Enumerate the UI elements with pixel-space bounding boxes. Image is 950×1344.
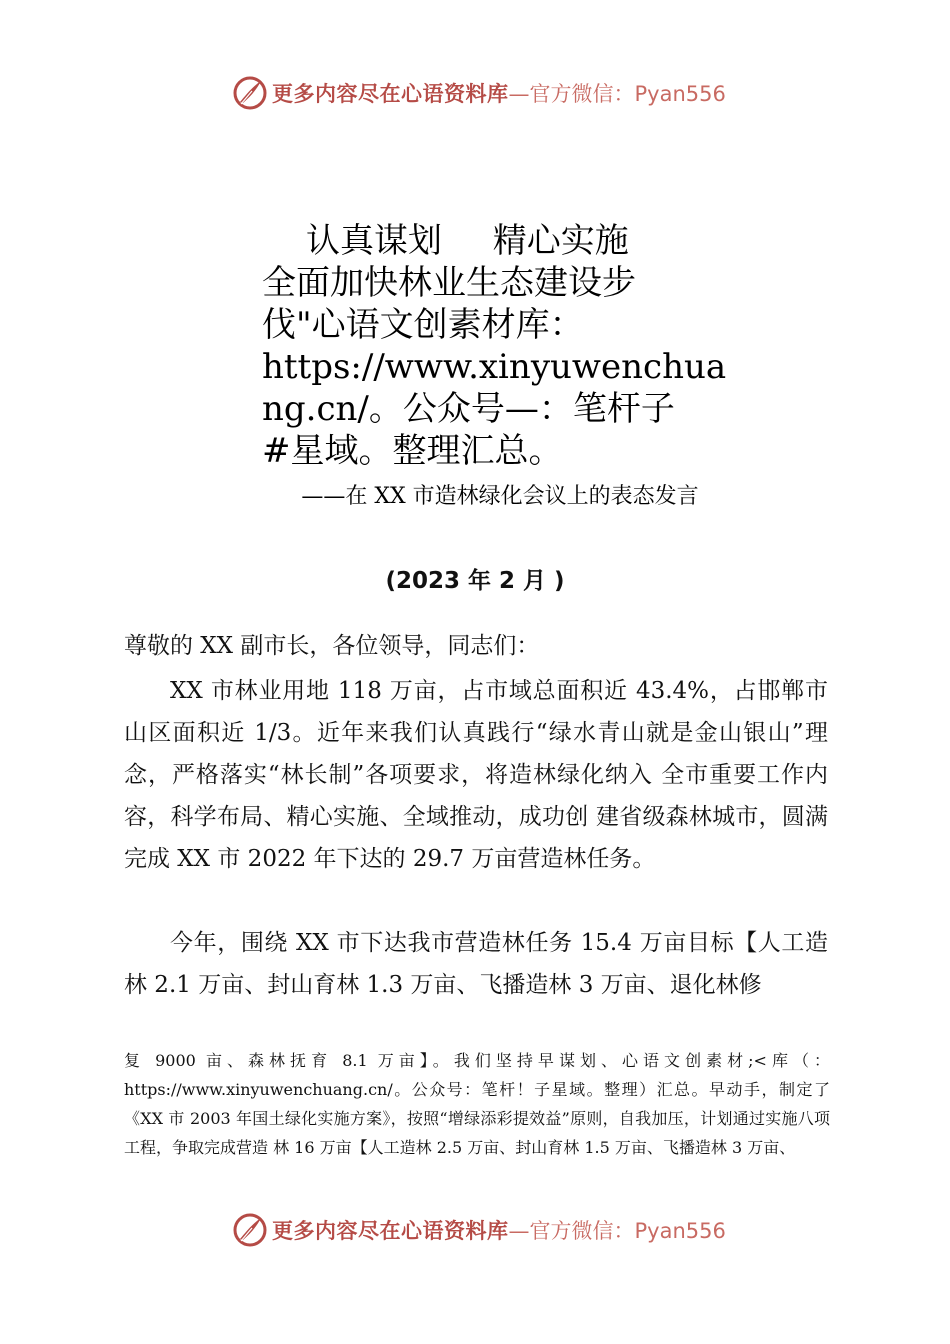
watermark-contact: —官方微信：Pyan556: [508, 82, 726, 106]
title-line-6: #星域。整理汇总。: [262, 431, 563, 471]
paragraph-1: XX 市林业用地 118 万亩，占市域总面积近 43.4%，占邯郸市山区面积近 1/3。近年来我们认真践行“绿水青山就是金山银山”理念，严格落实“林长制”各项要求，将造林绿化纳入 全市重要工作内容，科学布局、精心实施、全域推动，成功创 建省级森林城市，圆满完成 XX 市 2022 年下达的 29.7 万亩营造林任务。: [124, 678, 828, 872]
page-title: [262, 220, 727, 472]
watermark-header: [232, 73, 726, 113]
watermark-footer: [232, 1210, 726, 1250]
title-line-4: https://www.xinyuwenchua: [262, 347, 727, 387]
watermark-brand: 更多内容尽在心语资料库: [272, 82, 509, 106]
title-line-3: 伐"心语文创素材库：: [262, 305, 584, 345]
feather-pen-icon: [232, 1212, 268, 1248]
watermark-brand-footer: 更多内容尽在心语资料库: [272, 1219, 509, 1243]
subtitle: ——在 XX 市造林绿化会议上的表态发言: [301, 484, 699, 509]
title-line-2: 全面加快林业生态建设步: [262, 263, 636, 303]
paragraph-2: 今年，围绕 XX 市下达我市营造林任务 15.4 万亩目标【人工造林 2.1 万亩、封山育林 1.3 万亩、飞播造林 3 万亩、退化林修: [124, 930, 828, 998]
date-line: (2023 年 2 月 ): [385, 568, 565, 594]
title-line-1: 认真谋划 精心实施: [306, 221, 629, 261]
watermark-contact-footer: —官方微信：Pyan556: [508, 1219, 726, 1243]
salutation: 尊敬的 XX 副市长，各位领导，同志们：: [124, 633, 540, 659]
paragraph-3: 复 9000 亩、森林抚育 8.1 万亩】。我们坚持早谋划、心语文创素材;<库（：https://www.xinyuwenchuang.cn/。公众号：笔杆！子星域。整理）汇总。早动手，制定了《XX 市 2003 年国土绿化实施方案》，按照“增绿添彩提效益”原则，自我加压，计划通过实施八项工程，争取完成营造 林 16 万亩【人工造林 2.5 万亩、封山育林 1.5 万亩、飞播造林 3 万亩、: [124, 1051, 830, 1157]
feather-pen-icon: [232, 75, 268, 111]
title-line-5: ng.cn/。公众号—：笔杆子: [262, 389, 675, 429]
